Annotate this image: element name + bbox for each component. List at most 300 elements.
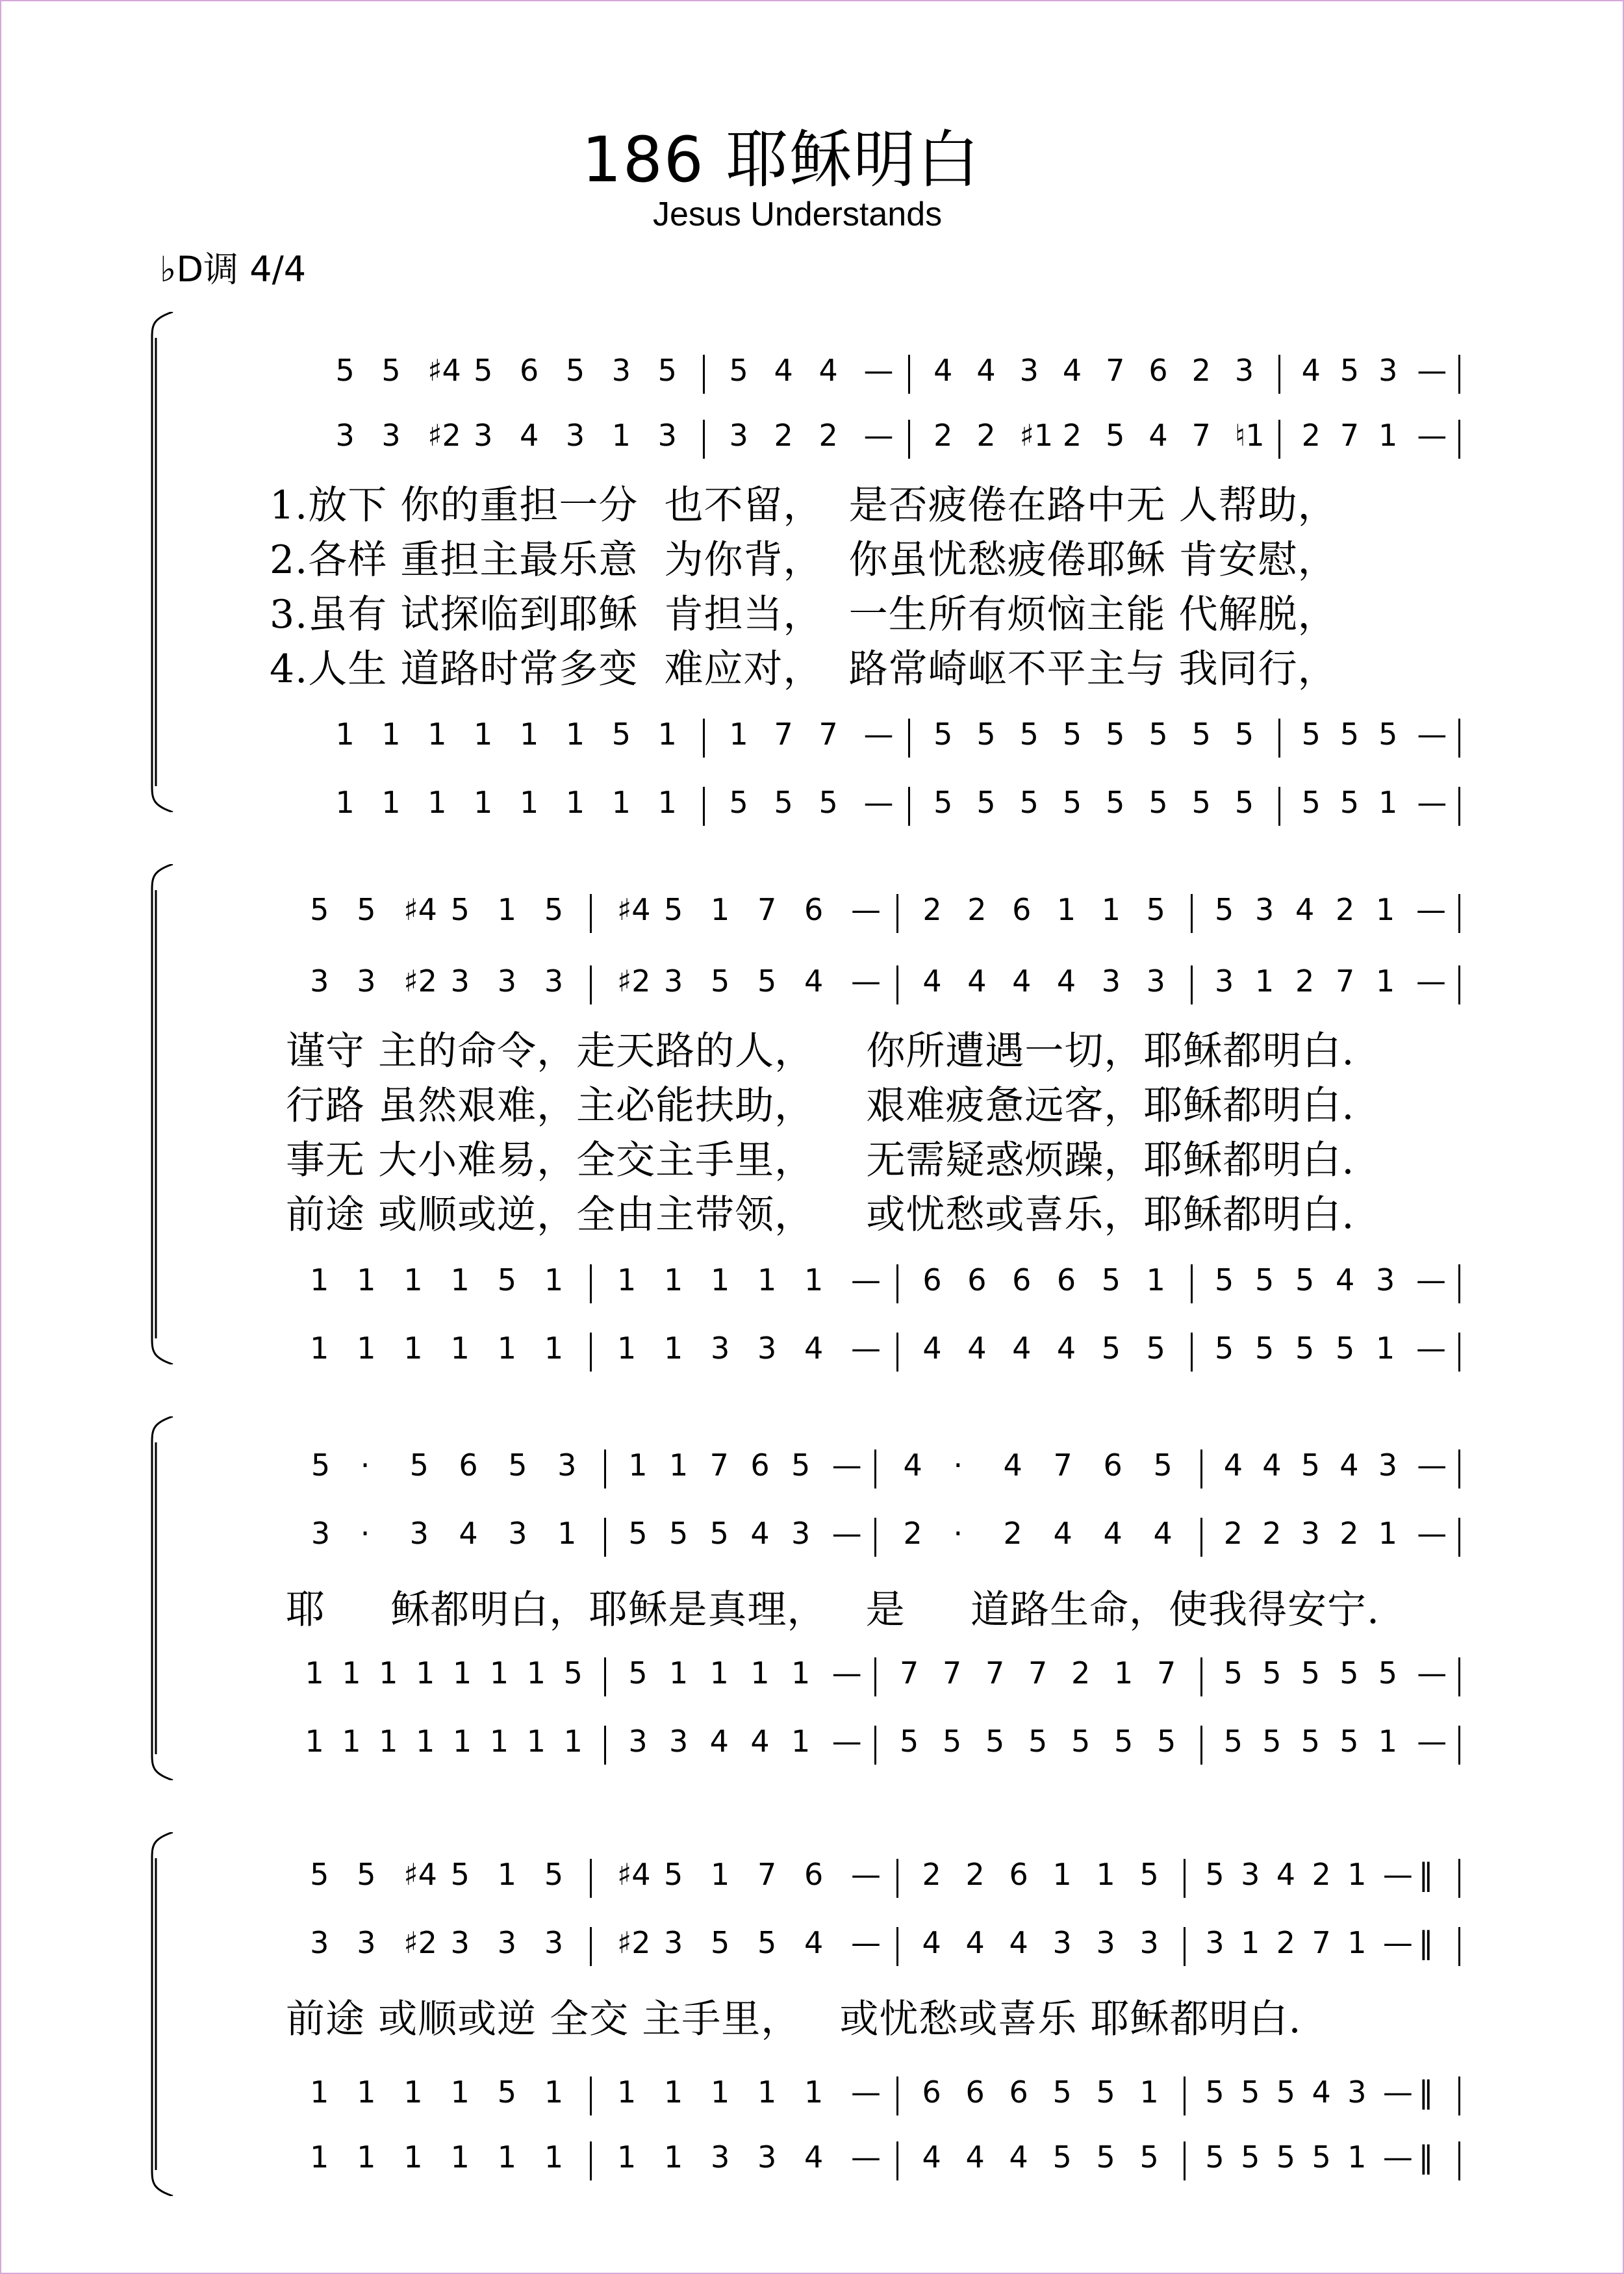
note: 1: [711, 2075, 730, 2110]
note: 1: [1378, 785, 1398, 820]
note: 4: [976, 353, 996, 388]
note: 1: [791, 1724, 811, 1759]
note: 3: [310, 964, 329, 999]
note: 4: [1056, 1331, 1076, 1366]
note: 5: [1028, 1724, 1048, 1759]
note: 1: [450, 2075, 470, 2110]
note: —: [851, 2075, 881, 2110]
note: 5: [1312, 2140, 1331, 2175]
note: 7: [943, 1655, 962, 1691]
note: 1: [1101, 892, 1121, 927]
note: 3: [711, 2140, 730, 2175]
note: 5: [729, 785, 748, 820]
note: 5: [474, 353, 493, 388]
lower-staff-0: [0, 715, 1624, 767]
note: 1: [1378, 1516, 1398, 1551]
note: 3: [791, 1516, 811, 1551]
note: 3: [1215, 964, 1234, 999]
note: 1: [450, 1262, 470, 1297]
barline: [1184, 1927, 1186, 1966]
note: 1: [1347, 1857, 1367, 1892]
note: 1: [305, 1655, 324, 1691]
note: 1: [310, 2075, 329, 2110]
note: 1: [427, 717, 447, 752]
note: 5: [1101, 1262, 1121, 1297]
note: —: [851, 1262, 881, 1297]
note: 1: [416, 1655, 435, 1691]
note: 4: [804, 964, 824, 999]
note: 5: [1241, 2140, 1260, 2175]
note: 4: [818, 353, 838, 388]
note: 1: [379, 1724, 398, 1759]
note: 6: [804, 892, 824, 927]
note: 5: [1378, 717, 1398, 752]
note: 3: [711, 1331, 730, 1366]
note: 4: [750, 1516, 770, 1551]
note: 1: [729, 717, 748, 752]
note: 4: [1223, 1448, 1243, 1483]
note: 1: [519, 785, 539, 820]
note: 4: [1103, 1516, 1123, 1551]
note: 5: [1191, 785, 1211, 820]
note: 5: [450, 892, 470, 927]
barline: [703, 420, 705, 459]
barline: [1458, 1657, 1460, 1696]
note: —: [1416, 964, 1446, 999]
note: 1: [628, 1448, 648, 1483]
note: 2: [1301, 418, 1321, 453]
note: 3: [381, 418, 401, 453]
barline: [896, 1264, 898, 1303]
lower-staff-0: [0, 1654, 1624, 1706]
barline: [1458, 787, 1460, 826]
note: 5: [508, 1448, 527, 1483]
barline: [896, 2076, 898, 2115]
note: 1: [669, 1448, 689, 1483]
note: —: [831, 1448, 862, 1483]
note: 1: [664, 1262, 683, 1297]
note: 3: [1146, 964, 1165, 999]
note: 5: [933, 717, 953, 752]
note: 3: [1347, 2075, 1367, 2110]
note: 5: [1106, 717, 1125, 752]
note: 5: [1301, 717, 1321, 752]
note: 1: [1255, 964, 1275, 999]
lower-staff-1: [0, 1329, 1624, 1381]
note: 4: [965, 2140, 985, 2175]
note: 5: [1139, 2140, 1159, 2175]
barline: [1278, 355, 1280, 394]
note: 1: [757, 1262, 777, 1297]
note: 4: [1062, 353, 1082, 388]
note: 2: [818, 418, 838, 453]
note: ·: [360, 1448, 370, 1483]
note: 2: [922, 1857, 941, 1892]
barline: [590, 2076, 592, 2115]
note: —: [1416, 1262, 1446, 1297]
note: 3: [628, 1724, 648, 1759]
note: 1: [452, 1655, 472, 1691]
note: 5: [709, 1516, 729, 1551]
note: 4: [903, 1448, 922, 1483]
note: 4: [922, 2140, 941, 2175]
note: 2: [933, 418, 953, 453]
note: 5: [1052, 2140, 1072, 2175]
note: 5: [1052, 2075, 1072, 2110]
note: 5: [1262, 1724, 1282, 1759]
note: —: [1417, 785, 1447, 820]
note: —: [831, 1724, 862, 1759]
note: 1: [474, 785, 493, 820]
note: 5: [1339, 353, 1360, 388]
note: 6: [750, 1448, 770, 1483]
note: 5: [711, 964, 730, 999]
note: 4: [1276, 1857, 1296, 1892]
note: 5: [357, 1857, 376, 1892]
note: 5: [1096, 2140, 1115, 2175]
note: 1: [403, 2140, 423, 2175]
note: 4: [967, 1331, 987, 1366]
barline: [1278, 787, 1280, 826]
note: 1: [357, 1331, 376, 1366]
note: 3: [1019, 353, 1039, 388]
barline: [1191, 1264, 1193, 1303]
note: 2: [1191, 353, 1211, 388]
note: 5: [1205, 1857, 1224, 1892]
note: 6: [459, 1448, 478, 1483]
note: 1: [335, 785, 355, 820]
note: —: [1417, 717, 1447, 752]
note: 4: [1012, 964, 1032, 999]
note: 4: [1053, 1516, 1072, 1551]
note: 5: [1215, 1262, 1234, 1297]
note: 1: [757, 2075, 777, 2110]
barline: [908, 355, 910, 394]
barline: [1458, 965, 1460, 1004]
barline: [896, 1927, 898, 1966]
note: 1: [474, 717, 493, 752]
note: 5: [1339, 1655, 1359, 1691]
note: 1: [617, 2075, 637, 2110]
note: 1: [497, 2140, 517, 2175]
note: 1: [544, 2075, 564, 2110]
note: 2: [1336, 892, 1355, 927]
key-signature: ♭D调 4/4: [160, 249, 307, 290]
note: 1: [1146, 1262, 1165, 1297]
note: 5: [1223, 1724, 1243, 1759]
lower-staff-1: [0, 2138, 1624, 2190]
lyric-line: 耶 稣都明白，耶稣是真理， 是 道路生命，使我得安宁.: [286, 1587, 1380, 1633]
barline: [590, 1927, 592, 1966]
note: ♯4: [403, 892, 437, 927]
note: —: [831, 1516, 862, 1551]
note: 4: [459, 1516, 478, 1551]
note: 1: [1378, 1724, 1398, 1759]
barline: [874, 1518, 876, 1557]
note: 4: [1003, 1448, 1022, 1483]
note: —: [1417, 418, 1447, 453]
barline: [874, 1726, 876, 1765]
note: 5: [1300, 1724, 1321, 1759]
barline: [1191, 894, 1193, 933]
note: —: [1417, 353, 1447, 388]
note: 1: [381, 717, 401, 752]
note: 1: [1096, 1857, 1115, 1892]
barline: [590, 965, 592, 1004]
barline: [703, 787, 705, 826]
note: 2: [774, 418, 793, 453]
note: 5: [1019, 717, 1039, 752]
note: 2: [1262, 1516, 1282, 1551]
note: 5: [711, 1925, 730, 1960]
note: 2: [1223, 1516, 1243, 1551]
note: 3: [544, 1925, 564, 1960]
note: 4: [804, 1925, 824, 1960]
note: 1: [1241, 1925, 1260, 1960]
note: 1: [489, 1655, 509, 1691]
note: 4: [922, 1331, 942, 1366]
note: 3: [757, 1331, 777, 1366]
note: 1: [1139, 2075, 1159, 2110]
note: 5: [791, 1448, 811, 1483]
note: 1: [357, 2140, 376, 2175]
barline: [908, 787, 910, 826]
note: 1: [544, 2140, 564, 2175]
note: 4: [1339, 1448, 1359, 1483]
note: 5: [1114, 1724, 1134, 1759]
barline: [590, 2141, 592, 2180]
note: 2: [1003, 1516, 1022, 1551]
note: 4: [1301, 353, 1321, 388]
note: 2: [903, 1516, 922, 1551]
note: 6: [1012, 1262, 1032, 1297]
note: 3: [1241, 1857, 1260, 1892]
note: 4: [1012, 1331, 1032, 1366]
barline: [1458, 1450, 1460, 1488]
barline: [1184, 2141, 1186, 2180]
note: 1: [1347, 1925, 1367, 1960]
note: 3: [729, 418, 748, 453]
note: 5: [497, 1262, 517, 1297]
note: 1: [452, 1724, 472, 1759]
note: —: [863, 785, 894, 820]
note: 7: [1191, 418, 1211, 453]
upper-staff-1: [0, 962, 1624, 1014]
note: 5: [729, 353, 748, 388]
note: 1: [1378, 418, 1398, 453]
note: 4: [804, 2140, 824, 2175]
note: 6: [1012, 892, 1032, 927]
note: ·: [953, 1448, 963, 1483]
note: 4: [933, 353, 953, 388]
note: 7: [900, 1655, 919, 1691]
note: 1: [1114, 1655, 1134, 1691]
note: 5: [310, 892, 329, 927]
note: 5: [628, 1655, 648, 1691]
note: 1: [711, 1262, 730, 1297]
note: 2: [1276, 1925, 1296, 1960]
note: 2: [1339, 1516, 1359, 1551]
note: ♯4: [617, 1857, 651, 1892]
note: —: [1382, 2075, 1413, 2110]
note: 3: [310, 1925, 329, 1960]
note: 5: [381, 353, 401, 388]
note: 5: [335, 353, 355, 388]
note: ♯2: [427, 418, 461, 453]
note: 4: [774, 353, 793, 388]
note: —: [851, 2140, 881, 2175]
note: 5: [611, 717, 631, 752]
note: ♯2: [403, 1925, 437, 1960]
note: 2: [1295, 964, 1315, 999]
note: 1: [664, 2140, 683, 2175]
barline: [896, 2141, 898, 2180]
barline: [896, 1859, 898, 1898]
note: 5: [497, 2075, 517, 2110]
note: 5: [1146, 892, 1165, 927]
note: 3: [357, 964, 376, 999]
note: 5: [976, 717, 996, 752]
note: —: [1417, 1448, 1447, 1483]
note: 3: [565, 418, 585, 453]
lyric-line: 前途 或顺或逆 全交 主手里， 或忧愁或喜乐 耶稣都明白.: [286, 1997, 1302, 2042]
note: —: [1416, 892, 1446, 927]
note: 2: [965, 1857, 985, 1892]
barline: [703, 719, 705, 758]
note: 3: [474, 418, 493, 453]
barline: [1191, 1333, 1193, 1372]
lower-staff-1: [0, 783, 1624, 835]
note: —: [1382, 2140, 1413, 2175]
note: 4: [1056, 964, 1076, 999]
note: ‖: [1418, 1857, 1434, 1892]
note: 7: [709, 1448, 729, 1483]
note: 5: [1146, 1331, 1165, 1366]
note: —: [1382, 1857, 1413, 1892]
note: ♯1: [1019, 418, 1054, 453]
barline: [1458, 1264, 1460, 1303]
barline: [590, 1333, 592, 1372]
note: 5: [544, 892, 564, 927]
note: ‖: [1418, 2140, 1434, 2175]
note: 2: [922, 892, 942, 927]
note: 5: [664, 892, 683, 927]
note: 5: [1062, 785, 1082, 820]
barline: [1278, 719, 1280, 758]
note: 4: [1336, 1262, 1355, 1297]
note: 2: [1312, 1857, 1331, 1892]
note: 5: [1223, 1655, 1243, 1691]
barline: [590, 894, 592, 933]
note: 5: [1148, 717, 1168, 752]
note: 1: [617, 1262, 637, 1297]
page-subtitle: Jesus Understands: [653, 196, 943, 233]
note: 1: [617, 2140, 637, 2175]
note: 1: [611, 418, 631, 453]
note: 3: [664, 964, 683, 999]
note: 5: [933, 785, 953, 820]
note: —: [863, 353, 894, 388]
lower-staff-0: [0, 1260, 1624, 1312]
note: 3: [497, 1925, 517, 1960]
note: 4: [967, 964, 987, 999]
note: ·: [953, 1516, 963, 1551]
barline: [604, 1518, 606, 1557]
note: 2: [976, 418, 996, 453]
upper-staff-0: [0, 351, 1624, 403]
note: 3: [1378, 353, 1398, 388]
note: 5: [310, 1857, 329, 1892]
note: 4: [922, 964, 942, 999]
upper-staff-1: [0, 416, 1624, 468]
note: 1: [403, 2075, 423, 2110]
note: 1: [403, 1262, 423, 1297]
note: ‖: [1418, 1925, 1434, 1960]
note: 5: [818, 785, 838, 820]
note: 4: [965, 1925, 985, 1960]
note: 5: [1300, 1655, 1321, 1691]
note: 4: [1009, 1925, 1028, 1960]
note: 5: [409, 1448, 429, 1483]
barline: [1200, 1657, 1202, 1696]
lyric-line: 行路 虽然艰难，主必能扶助， 艰难疲惫远客，耶稣都明白.: [286, 1083, 1355, 1129]
note: 5: [1062, 717, 1082, 752]
note: 5: [1336, 1331, 1355, 1366]
note: 1: [342, 1655, 361, 1691]
note: 1: [611, 785, 631, 820]
note: 7: [1157, 1655, 1176, 1691]
barline: [604, 1657, 606, 1696]
note: 1: [669, 1655, 689, 1691]
note: 5: [1215, 892, 1234, 927]
note: —: [851, 964, 881, 999]
note: 5: [544, 1857, 564, 1892]
note: 3: [450, 1925, 470, 1960]
note: 1: [357, 2075, 376, 2110]
note: 2: [1071, 1655, 1091, 1691]
barline: [908, 719, 910, 758]
note: 3: [508, 1516, 527, 1551]
note: 7: [757, 892, 777, 927]
note: 1: [709, 1655, 729, 1691]
note: 3: [1255, 892, 1275, 927]
note: ♯4: [617, 892, 651, 927]
note: 1: [497, 892, 517, 927]
barline: [1278, 420, 1280, 459]
note: 5: [1339, 1724, 1359, 1759]
note: 5: [976, 785, 996, 820]
note: 4: [750, 1724, 770, 1759]
barline: [590, 1859, 592, 1898]
note: 5: [1295, 1331, 1315, 1366]
note: 5: [664, 1857, 683, 1892]
barline: [896, 965, 898, 1004]
note: 3: [357, 1925, 376, 1960]
note: 3: [669, 1724, 689, 1759]
note: 5: [1276, 2140, 1296, 2175]
lyric-line: 1.放下 你的重担一分 也不留， 是否疲倦在路中无 人帮助，: [270, 483, 1338, 528]
barline: [874, 1450, 876, 1488]
note: 7: [1312, 1925, 1331, 1960]
note: 1: [657, 785, 677, 820]
note: 1: [804, 1262, 824, 1297]
note: 1: [450, 2140, 470, 2175]
page-title: 186 耶稣明白: [581, 123, 981, 196]
lyric-line: 前途 或顺或逆，全由主带领， 或忧愁或喜乐，耶稣都明白.: [286, 1192, 1355, 1238]
note: 4: [1153, 1516, 1173, 1551]
lyric-line: 事无 大小难易，全交主手里， 无需疑惑烦躁，耶稣都明白.: [286, 1138, 1355, 1183]
note: 5: [1300, 1448, 1321, 1483]
